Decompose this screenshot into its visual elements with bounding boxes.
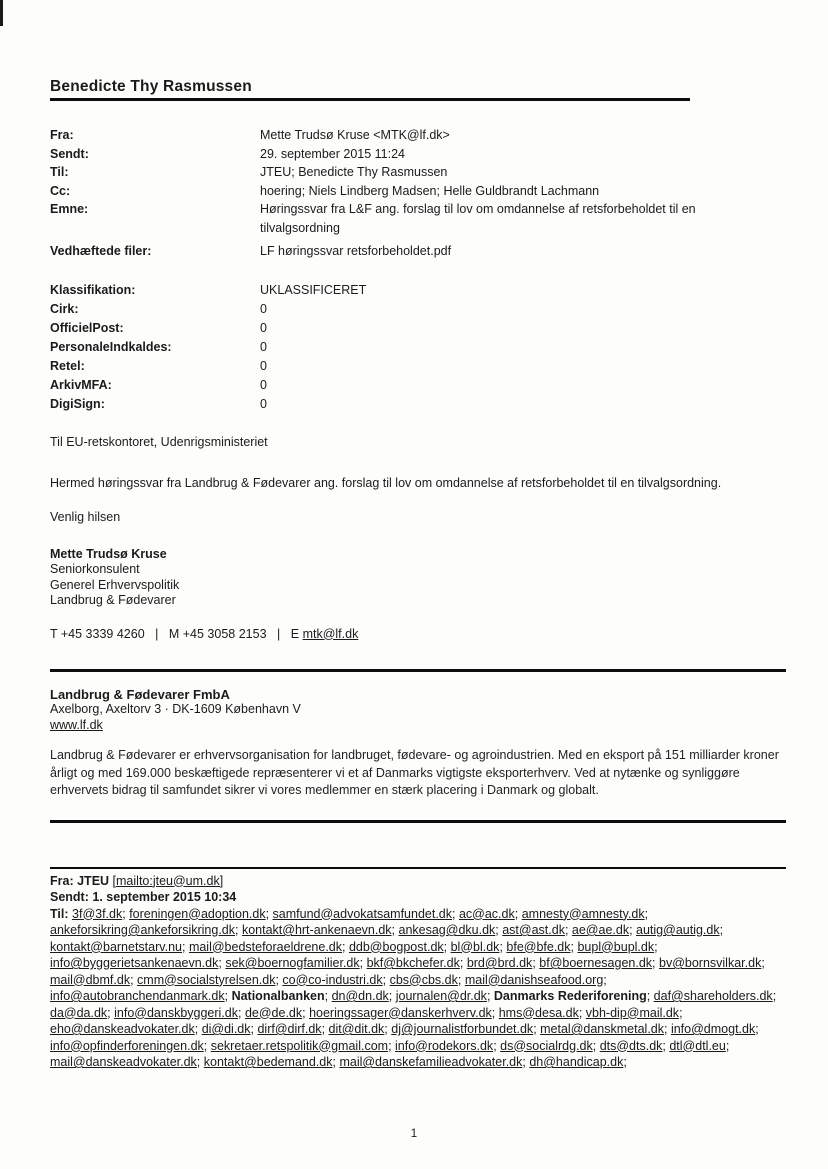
quoted-sendt-value: 1. september 2015 10:34 [92, 890, 237, 904]
recipient-email-link[interactable]: eho@danskeadvokater.dk [50, 1022, 195, 1036]
org-description: Landbrug & Fødevarer er erhvervsorganisation for landbruget, fødevare- og agroindustrien. Med en eksport på 151 milliarder kroner årligt og med 169.000 beskæftigede repræsenterer vi et af Danmarks vigtigste eksporterhverv. Ved at nytænke og synliggøre erhvervets bidrag til samfundet sikrer vi vores medlemmer en stærk placering i Danmark og globalt. [50, 748, 779, 797]
recipient-email-link[interactable]: mail@danskefamilieadvokater.dk [339, 1055, 523, 1069]
field-label-arkivmfa: ArkivMFA: [50, 377, 112, 392]
field-value-klassifikation: UKLASSIFICERET [260, 282, 367, 297]
recipient-email-link[interactable]: dts@dts.dk [599, 1038, 663, 1053]
meta-field-row [50, 357, 786, 376]
recipient-email-link[interactable]: mail@bedsteforaeldrene.dk [188, 939, 342, 954]
separator-pipe: | [155, 626, 159, 641]
recipient-email-link[interactable]: journalen@dr.dk [395, 989, 487, 1003]
signature-name: Mette Trudsø Kruse [50, 546, 167, 561]
field-value-arkivmfa: 0 [260, 377, 267, 392]
recipient-email-link[interactable]: dj@journalistforbundet.dk [391, 1022, 534, 1036]
field-label-sendt: Sendt: [50, 146, 89, 161]
recipient-email-link[interactable]: cbs@cbs.dk [389, 972, 458, 987]
recipient-email-link[interactable]: dn@dn.dk [331, 989, 389, 1003]
email-header-fields [50, 126, 786, 261]
recipient-email-link[interactable]: info@rodekors.dk [395, 1038, 494, 1053]
field-value-cirk: 0 [260, 301, 267, 316]
recipient-email-link[interactable]: metal@danskmetal.dk [540, 1022, 664, 1036]
field-label-fra: Fra: [50, 128, 74, 142]
field-label-digisign: DigiSign: [50, 396, 105, 411]
signature-title: Seniorkonsulent [50, 562, 140, 576]
recipient-email-link[interactable]: brd@brd.dk [466, 956, 533, 970]
recipient-email-link[interactable]: mail@danishseafood.org [464, 972, 604, 987]
quoted-til-line [50, 906, 786, 1071]
recipient-email-link[interactable]: info@danskbyggeri.dk [114, 1005, 238, 1020]
field-value-til: JTEU; Benedicte Thy Rasmussen [260, 165, 448, 179]
quoted-email-header [50, 873, 786, 1071]
field-value-cc: hoering; Niels Lindberg Madsen; Helle Guldbrandt Lachmann [260, 183, 600, 198]
recipient-email-link[interactable]: bfe@bfe.dk [506, 939, 571, 954]
header-field-row [50, 126, 786, 145]
header-field-row [50, 242, 786, 261]
field-label-attachments: Vedhæftede filer: [50, 244, 152, 258]
recipient-email-link[interactable]: co@co-industri.dk [282, 972, 383, 987]
recipient-email-link[interactable]: ds@socialrdg.dk [500, 1038, 593, 1053]
recipient-email-link[interactable]: ae@ae.dk [571, 923, 630, 937]
org-address: Axelborg, Axeltorv 3 · DK-1609 København V [50, 702, 301, 716]
body-paragraph: Hermed høringssvar fra Landbrug & Fødevarer ang. forslag til lov om omdannelse af retsforbeholdet til en tilvalgsordning. [50, 475, 722, 490]
field-label-emne: Emne: [50, 202, 89, 216]
field-value-fra: Mette Trudsø Kruse <MTK@lf.dk> [260, 128, 450, 142]
header-field-row [50, 200, 786, 237]
org-website-link[interactable]: www.lf.dk [50, 717, 103, 732]
recipient-email-link[interactable]: hoeringssager@danskerhverv.dk [309, 1005, 492, 1020]
separator-pipe: | [277, 626, 281, 641]
quoted-til-label: Til: [50, 906, 69, 921]
page-number: 1 [410, 1128, 418, 1140]
signature-block [50, 547, 786, 609]
field-label-cc: Cc: [50, 183, 71, 198]
contact-line [50, 626, 786, 643]
org-footer [50, 687, 786, 734]
recipient-name: Nationalbanken [231, 989, 325, 1003]
recipient-email-link[interactable]: sek@boernogfamilier.dk [225, 956, 360, 970]
section-divider [50, 669, 786, 672]
section-divider-2 [50, 820, 786, 823]
signature-department: Generel Erhvervspolitik [50, 577, 180, 592]
recipient-email-link[interactable]: dirf@dirf.dk [257, 1022, 322, 1036]
recipient-email-link[interactable]: info@opfinderforeningen.dk [50, 1038, 204, 1053]
meta-field-row [50, 319, 786, 338]
meta-field-row [50, 338, 786, 357]
recipient-email-link[interactable]: bf@boernesagen.dk [539, 956, 653, 970]
meta-field-row [50, 281, 786, 300]
recipient-email-link[interactable]: ast@ast.dk [502, 923, 565, 937]
field-label-cirk: Cirk: [50, 301, 79, 316]
field-label-retel: Retel: [50, 358, 85, 373]
contact-phone: T +45 3339 4260 [50, 626, 145, 641]
field-value-officielpost: 0 [260, 320, 267, 335]
recipient-email-link[interactable]: samfund@advokatsamfundet.dk [272, 906, 453, 921]
recipient-email-link[interactable]: kontakt@barnetstarv.nu [50, 939, 182, 954]
recipient-email-link[interactable]: bl@bl.dk [450, 939, 500, 954]
recipient-email-link[interactable]: de@de.dk [244, 1005, 303, 1020]
recipient-email-link[interactable]: 3f@3f.dk [72, 906, 123, 921]
recipient-email-link[interactable]: dtl@dtl.eu [669, 1038, 726, 1053]
quoted-email-divider [50, 867, 786, 869]
meta-field-row [50, 376, 786, 395]
quoted-sendt-label: Sendt: [50, 890, 89, 904]
page-title: Benedicte Thy Rasmussen [50, 78, 252, 95]
field-label-personaleindkaldes: PersonaleIndkaldes: [50, 339, 172, 354]
title-underline [50, 98, 690, 101]
recipient-email-link[interactable]: mail@dbmf.dk [50, 972, 131, 987]
recipient-email-link[interactable]: ankesag@dku.dk [398, 923, 496, 937]
field-value-digisign: 0 [260, 396, 267, 411]
quoted-fra-label: Fra: [50, 873, 74, 888]
field-value-attachments: LF høringssvar retsforbeholdet.pdf [260, 244, 452, 258]
field-label-til: Til: [50, 165, 69, 179]
recipient-email-link[interactable]: info@byggerietsankenaevn.dk [50, 956, 219, 970]
recipient-email-link[interactable]: foreningen@adoption.dk [129, 906, 266, 921]
recipient-email-link[interactable]: daf@shareholders.dk [653, 989, 773, 1003]
field-label-klassifikation: Klassifikation: [50, 282, 136, 297]
recipient-email-link[interactable]: info@autobranchendanmark.dk [50, 989, 225, 1003]
salutation: Til EU-retskontoret, Udenrigsministeriet [50, 434, 268, 449]
classification-fields [50, 281, 786, 414]
header-field-row [50, 182, 786, 201]
recipient-email-link[interactable]: ac@ac.dk [458, 906, 515, 921]
meta-field-row [50, 300, 786, 319]
recipient-name: Danmarks Rederiforening [493, 989, 647, 1003]
recipient-email-link[interactable]: ddb@bogpost.dk [348, 939, 444, 954]
recipient-email-link[interactable]: dh@handicap.dk [529, 1055, 624, 1069]
recipient-email-link[interactable]: sekretaer.retspolitik@gmail.com [210, 1038, 389, 1053]
scan-artifact [0, 0, 3, 26]
recipient-email-link[interactable]: cmm@socialstyrelsen.dk [137, 972, 276, 987]
recipient-email-link[interactable]: ankeforsikring@ankeforsikring.dk [50, 923, 235, 937]
closing-phrase: Venlig hilsen [50, 509, 121, 524]
meta-field-row [50, 395, 786, 414]
recipient-email-link[interactable]: vbh-dip@mail.dk [585, 1005, 680, 1020]
contact-mobile: M +45 3058 2153 [168, 626, 267, 641]
signature-organization: Landbrug & Fødevarer [50, 593, 176, 607]
recipient-email-link[interactable]: da@da.dk [50, 1005, 108, 1020]
field-value-personaleindkaldes: 0 [260, 339, 267, 354]
recipient-email-link[interactable]: info@dmogt.dk [670, 1022, 756, 1036]
field-value-retel: 0 [260, 358, 267, 373]
header-field-row [50, 163, 786, 182]
recipient-email-link[interactable]: bkf@bkchefer.dk [366, 956, 460, 970]
org-name: Landbrug & Fødevarer FmbA [50, 686, 230, 702]
recipient-email-link[interactable]: bupl@bupl.dk [577, 939, 655, 954]
field-value-sendt: 29. september 2015 11:24 [260, 146, 406, 161]
field-label-officielpost: OfficielPost: [50, 320, 124, 335]
contact-email-link[interactable]: mtk@lf.dk [302, 626, 359, 641]
quoted-fra-mailto-link[interactable]: [mailto:jteu@um.dk] [112, 873, 224, 888]
header-field-row [50, 145, 786, 164]
recipient-email-link[interactable]: kontakt@bedemand.dk [203, 1055, 333, 1069]
recipient-email-link[interactable]: mail@danskeadvokater.dk [50, 1055, 197, 1069]
contact-email-prefix: E [290, 626, 300, 641]
recipient-email-link[interactable]: di@di.dk [201, 1022, 251, 1036]
quoted-fra-value: JTEU [77, 873, 110, 888]
recipient-email-link[interactable]: dit@dit.dk [328, 1022, 385, 1036]
quoted-sendt-line [50, 889, 786, 906]
recipient-email-link[interactable]: hms@desa.dk [498, 1005, 579, 1020]
recipient-email-link[interactable]: kontakt@hrt-ankenaevn.dk [241, 923, 392, 937]
quoted-fra-line [50, 873, 786, 890]
quoted-recipients: 3f@3f.dk; foreningen@adoption.dk; samfund@advokatsamfundet.dk; ac@ac.dk; amnesty@amnesty.dk; ankeforsikring@ankeforsikring.dk; kontakt@hrt-ankenaevn.dk; ankesag@dku.dk; ast@ast.dk; ae@ae.dk; autig@autig.dk; kontakt@barnetstarv.nu; mail@bedsteforaeldrene.dk; ddb@bogpost.dk; bl@bl.dk; bfe@bfe.dk; bupl@bupl.dk; info@byggerietsankenaevn.dk; sek@boernogfamilier.dk; bkf@bkchefer.dk; brd@brd.dk; bf@boernesagen.dk; bv@bornsvilkar.dk; mail@dbmf.dk; cmm@socialstyrelsen.dk; co@co-industri.dk; cbs@cbs.dk; mail@danishseafood.org; info@autobranchendanmark.dk; Nationalbanken; dn@dn.dk; journalen@dr.dk; Danmarks Rederiforening; daf@shareholders.dk; da@da.dk; info@danskbyggeri.dk; de@de.dk; hoeringssager@danskerhverv.dk; hms@desa.dk; vbh-dip@mail.dk; eho@danskeadvokater.dk; di@di.dk; dirf@dirf.dk; dit@dit.dk; dj@journalistforbundet.dk; metal@danskmetal.dk; info@dmogt.dk; info@opfinderforeningen.dk; sekretaer.retspolitik@gmail.com; info@rodekors.dk; ds@socialrdg.dk; dts@dts.dk; dtl@dtl.eu; mail@danskeadvokater.dk; kontakt@bedemand.dk; mail@danskefamilieadvokater.dk; dh@handicap.dk; [50, 906, 777, 1069]
recipient-email-link[interactable]: autig@autig.dk [636, 923, 720, 937]
field-value-emne: Høringssvar fra L&F ang. forslag til lov om omdannelse af retsforbeholdet til en tilvalgsordning [260, 202, 696, 235]
recipient-email-link[interactable]: amnesty@amnesty.dk [521, 906, 645, 921]
recipient-email-link[interactable]: bv@bornsvilkar.dk [659, 956, 762, 970]
